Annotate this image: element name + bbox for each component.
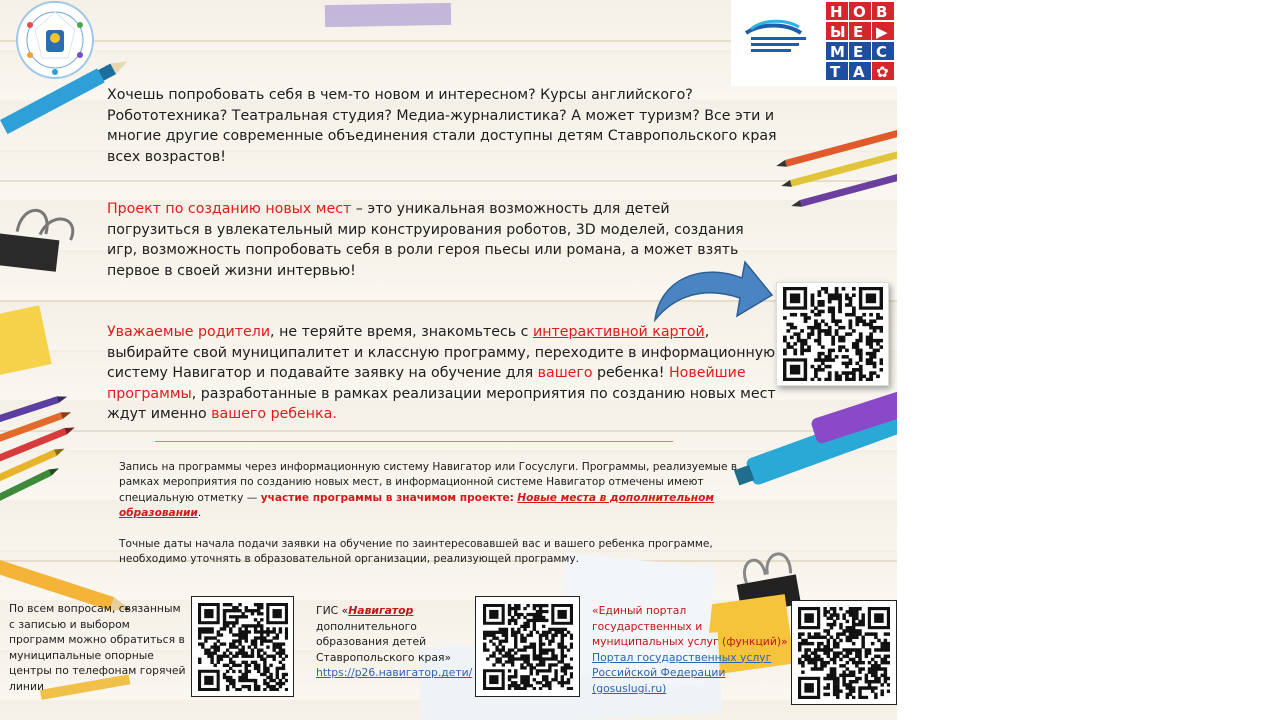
parents-paragraph xyxy=(107,322,777,425)
svg-text:Т: Т xyxy=(830,63,841,81)
project-text: – это уникальная возможность для детей погрузиться в увлекательный мир конструирования роботов, 3D моделей, создания игр, возможность попробовать себя в роли героя пьесы или романа, а может взять первое в своей жизни интервью! xyxy=(107,201,744,279)
significant-project-mark: участие программы в значимом проекте: xyxy=(260,491,514,504)
divider xyxy=(155,441,673,442)
logos-panel xyxy=(731,0,897,86)
gosuslugi-qr[interactable] xyxy=(791,600,897,705)
interactive-map-link[interactable]: интерактивной картой xyxy=(533,324,705,340)
svg-text:А: А xyxy=(853,63,865,81)
svg-text:Е: Е xyxy=(853,43,864,61)
hotline-text-content: По всем вопросам, связанным с записью и выбором программ можно обратиться в муниципальные опорные центры по телефонам горячей линии xyxy=(9,602,186,693)
gosuslugi-info xyxy=(592,603,788,697)
svg-text:✿: ✿ xyxy=(876,63,889,81)
project-highlight: Проект по созданию новых мест xyxy=(107,201,352,217)
svg-text:Ы: Ы xyxy=(830,23,846,41)
interactive-map-qr[interactable] xyxy=(776,282,889,386)
your-child: вашего ребенка. xyxy=(211,406,337,422)
qr-code-icon xyxy=(483,604,573,690)
hotline-qr[interactable] xyxy=(191,596,294,697)
qr-code-icon xyxy=(198,603,288,691)
hotline-text xyxy=(9,601,187,695)
navigator-info xyxy=(316,603,476,681)
parents-text-4: , разработанные в рамках реализации мероприятия по созданию новых мест ждут именно xyxy=(107,385,776,422)
enrollment-note-end: . xyxy=(197,506,202,519)
regional-center-logo xyxy=(10,0,100,85)
svg-text:▶: ▶ xyxy=(876,23,888,41)
qr-code-icon xyxy=(783,287,883,381)
newest-programs: Новейшие программы xyxy=(107,365,746,402)
parents-text-3: ребенка! xyxy=(592,365,670,381)
new-places-logo xyxy=(824,0,896,84)
navigator-link[interactable]: https://p26.навигатор.дети/ xyxy=(316,666,473,680)
enrollment-note-text: Запись на программы через информационную систему Навигатор или Госуслуги. Программы, реализуемые в рамках мероприятия по созданию новых мест, в информационной системе Навигатор отмечены имеют специальную отметку — xyxy=(119,461,738,504)
qr-code-icon xyxy=(798,607,890,699)
national-projects-logo xyxy=(741,15,816,65)
tape-decoration xyxy=(325,3,451,27)
portal-title: «Единый портал государственных и муниципальных услуг (функций)» xyxy=(592,604,788,649)
gosuslugi-link[interactable]: Портал государственных услуг Российской Федерации (gosuslugi.ru) xyxy=(592,650,772,695)
parents-text-1: , не теряйте время, знакомьтесь с xyxy=(270,324,533,340)
parents-greeting: Уважаемые родители xyxy=(107,324,271,340)
parents-text-2: , выбирайте свой муниципалитет и классную программу, переходите в информационную систему Навигатор и подавайте заявку на обучение для xyxy=(107,324,776,381)
dates-note xyxy=(119,537,739,568)
svg-text:Н: Н xyxy=(830,3,843,21)
project-paragraph xyxy=(107,199,757,281)
new-places-project-name: Новые места в дополнительном образовании xyxy=(119,491,715,519)
svg-text:О: О xyxy=(853,3,866,21)
navigator-qr[interactable] xyxy=(475,596,580,697)
svg-text:М: М xyxy=(830,43,845,61)
parents-your: вашего xyxy=(537,365,593,381)
svg-text:В: В xyxy=(876,3,888,21)
gis-rest: дополнительного образования детей Ставропольского края» xyxy=(316,619,452,664)
enrollment-note xyxy=(119,460,759,521)
intro-paragraph xyxy=(107,85,779,167)
svg-text:С: С xyxy=(876,43,888,61)
dates-note-text: Точные даты начала подачи заявки на обучение по заинтересовавшей вас и вашего ребенка программе, необходимо уточнять в образовательной организации, реализующей программу. xyxy=(119,538,713,566)
gis-prefix: ГИС « xyxy=(316,604,349,617)
intro-text: Хочешь попробовать себя в чем-то новом и интересном? Курсы английского? Робототехника? Театральная студия? Медиа-журналистика? А может туризм? Все эти и многие другие современные объединения стали доступны детям Ставропольского края всех возрастов! xyxy=(107,87,777,165)
navigator-name: Навигатор xyxy=(348,604,414,617)
svg-text:Е: Е xyxy=(853,23,864,41)
